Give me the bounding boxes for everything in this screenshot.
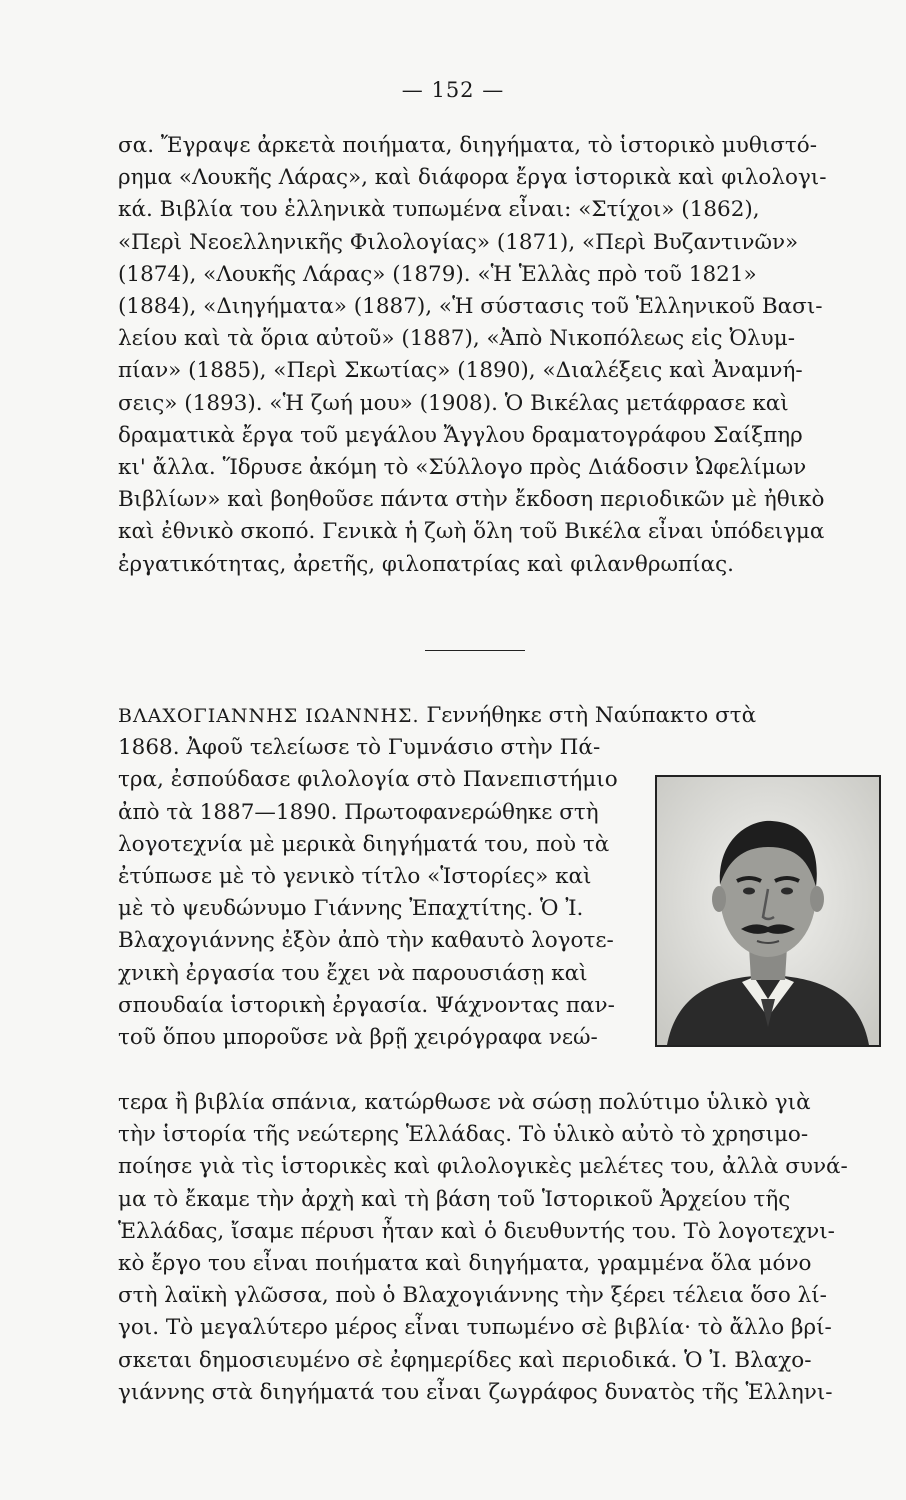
- text-line: τὴν ἱστορία τῆς νεώτερης Ἑλλάδας. Τὸ ὑλικὸ αὐτὸ τὸ χρησιμο-: [118, 1122, 809, 1148]
- text-line: τερα ἢ βιβλία σπάνια, κατώρθωσε νὰ σώσῃ πολύτιμο ὑλικὸ γιὰ: [118, 1090, 811, 1115]
- text-line: κὸ ἔργο του εἶναι ποιήματα καὶ διηγήματα, γραμμένα ὅλα μόνο: [118, 1251, 812, 1277]
- text-line: πίαν» (1885), «Περὶ Σκωτίας» (1890), «Διαλέξεις καὶ Ἀναμνή-: [118, 358, 803, 384]
- paragraph-vlachogiannis-work: [118, 1087, 863, 1409]
- text-line: γιάννης στὰ διηγήματά του εἶναι ζωγράφος δυνατὸς τῆς Ἑλληνι-: [118, 1379, 833, 1405]
- text-line: χνικὴ ἐργασία του ἔχει νὰ παρουσιάσῃ καὶ: [118, 960, 588, 986]
- text-line: ἐργατικότητας, ἀρετῆς, φιλοπατρίας καὶ φιλανθρωπίας.: [118, 551, 734, 577]
- text-line: (1874), «Λουκῆς Λάρας» (1879). «Ἡ Ἑλλὰς πρὸ τοῦ 1821»: [118, 261, 757, 287]
- text-line: στὴ λαϊκὴ γλῶσσα, ποὺ ὁ Βλαχογιάννης τὴν ξέρει τέλεια ὅσο λί-: [118, 1283, 827, 1309]
- text-line: καὶ ἐθνικὸ σκοπό. Γενικὰ ἡ ζωὴ ὅλη τοῦ Βικέλα εἶναι ὑπόδειγμα: [118, 519, 825, 545]
- text-line: ἐτύπωσε μὲ τὸ γενικὸ τίτλο «Ἱστορίες» καὶ: [118, 864, 592, 890]
- entry-heading: [118, 700, 863, 732]
- paragraph-vikelas-works: [118, 130, 863, 581]
- text-line: λογοτεχνία μὲ μερικὰ διηγήματά του, ποὺ τὰ: [118, 831, 610, 857]
- text-line: σπουδαία ἱστορικὴ ἐργασία. Ψάχνοντας παν-: [118, 992, 615, 1018]
- text-line: ποίησε γιὰ τὶς ἱστορικὲς καὶ φιλολογικὲς μελέτες του, ἀλλὰ συνά-: [118, 1154, 848, 1180]
- entry-heading-rest: Γεννήθηκε στὴ Ναύπακτο στὰ: [419, 703, 757, 728]
- text-line: (1884), «Διηγήματα» (1887), «Ἡ σύστασις τοῦ Ἑλληνικοῦ Βασι-: [118, 294, 823, 320]
- page-number: — 152 —: [401, 78, 505, 102]
- text-line: κά. Βιβλία του ἑλληνικὰ τυπωμένα εἶναι: «Στίχοι» (1862),: [118, 197, 760, 223]
- text-line: μα τὸ ἔκαμε τὴν ἀρχὴ καὶ τὴ βάση τοῦ Ἱστορικοῦ Ἀρχείου τῆς: [118, 1186, 791, 1212]
- portrait-photo: [655, 775, 881, 1047]
- text-line: σεις» (1893). «Ἡ ζωή μου» (1908). Ὁ Βικέλας μετάφρασε καὶ: [118, 390, 789, 416]
- entry-name: ΒΛΑΧΟΓΙΑΝΝΗΣ ΙΩΑΝΝΗΣ.: [118, 705, 420, 727]
- text-line: μὲ τὸ ψευδώνυμο Γιάννης Ἐπαχτίτης. Ὁ Ἰ.: [118, 896, 584, 922]
- text-line: Βιβλίων» καὶ βοηθοῦσε πάντα στὴν ἔκδοση περιοδικῶν μὲ ἠθικὸ: [118, 487, 825, 513]
- text-line: σκεται δημοσιευμένο σὲ ἐφημερίδες καὶ περιοδικά. Ὁ Ἰ. Βλαχο-: [118, 1347, 812, 1373]
- text-line: δραματικὰ ἔργα τοῦ μεγάλου Ἄγγλου δραματογράφου Σαίξπηρ: [118, 422, 803, 448]
- text-line: κι' ἄλλα. Ἵδρυσε ἀκόμη τὸ «Σύλλογο πρὸς Διάδοσιν Ὠφελίμων: [118, 455, 807, 481]
- text-line: γοι. Τὸ μεγαλύτερο μέρος εἶναι τυπωμένο σὲ βιβλία· τὸ ἄλλο βρί-: [118, 1315, 832, 1341]
- text-line: «Περὶ Νεοελληνικῆς Φιλολογίας» (1871), «Περὶ Βυζαντινῶν»: [118, 229, 799, 255]
- text-line: τρα, ἐσπούδασε φιλολογία στὸ Πανεπιστήμιο: [118, 767, 618, 793]
- text-line: Ἑλλάδας, ἴσαμε πέρυσι ἦταν καὶ ὁ διευθυντής του. Τὸ λογοτεχνι-: [118, 1218, 835, 1244]
- text-line: ρημα «Λουκῆς Λάρας», καὶ διάφορα ἔργα ἱστορικὰ καὶ φιλολογι-: [118, 165, 827, 191]
- text-line: 1868. Ἀφοῦ τελείωσε τὸ Γυμνάσιο στὴν Πά-: [118, 735, 601, 761]
- section-divider: [425, 650, 525, 651]
- text-line: Βλαχογιάννης ἐξὸν ἀπὸ τὴν καθαυτὸ λογοτε-: [118, 928, 614, 954]
- text-line: λείου καὶ τὰ ὅρια αὐτοῦ» (1887), «Ἀπὸ Νικοπόλεως εἰς Ὀλυμ-: [118, 326, 795, 352]
- text-line: ἀπὸ τὰ 1887—1890. Πρωτοφανερώθηκε στὴ: [118, 799, 599, 825]
- text-line: σα. Ἔγραψε ἀρκετὰ ποιήματα, διηγήματα, τὸ ἱστορικὸ μυθιστό-: [118, 133, 817, 158]
- text-line: τοῦ ὅπου μποροῦσε νὰ βρῇ χειρόγραφα νεώ-: [118, 1025, 598, 1051]
